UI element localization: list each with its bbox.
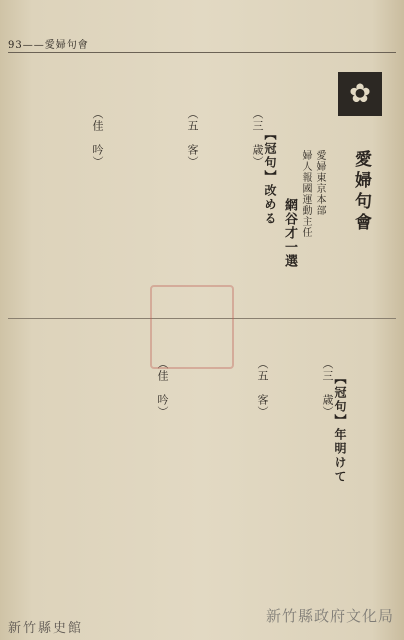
bottom-section-heading: 【冠句】年明けて (333, 372, 347, 484)
top-rank-three: （三 歳） (251, 108, 264, 168)
selector-name: 網谷才一選 (282, 198, 297, 268)
bottom-rank-five: （五 客） (256, 358, 269, 418)
bottom-rank-honorable: （佳 吟） (156, 358, 169, 418)
selector-org: 愛婦東京本部 (314, 150, 325, 216)
top-rank-honorable: （佳 吟） (91, 108, 104, 168)
top-rank-five: （五 客） (186, 108, 199, 168)
archive-watermark-2: 新竹縣史館 (8, 621, 84, 636)
page-header: 93——愛婦句會 (8, 40, 89, 51)
library-stamp (150, 285, 234, 369)
masthead-title: 愛婦句會 (351, 150, 371, 234)
top-section-heading: 【冠句】改める (263, 128, 277, 226)
flower-logo-icon: ✿ (338, 72, 382, 116)
bottom-rank-three: （三 歳） (321, 358, 334, 418)
archive-watermark: 新竹縣政府文化局 (265, 607, 394, 625)
header-rule (8, 52, 396, 53)
selector-role: 婦人報國運動主任 (300, 150, 311, 238)
